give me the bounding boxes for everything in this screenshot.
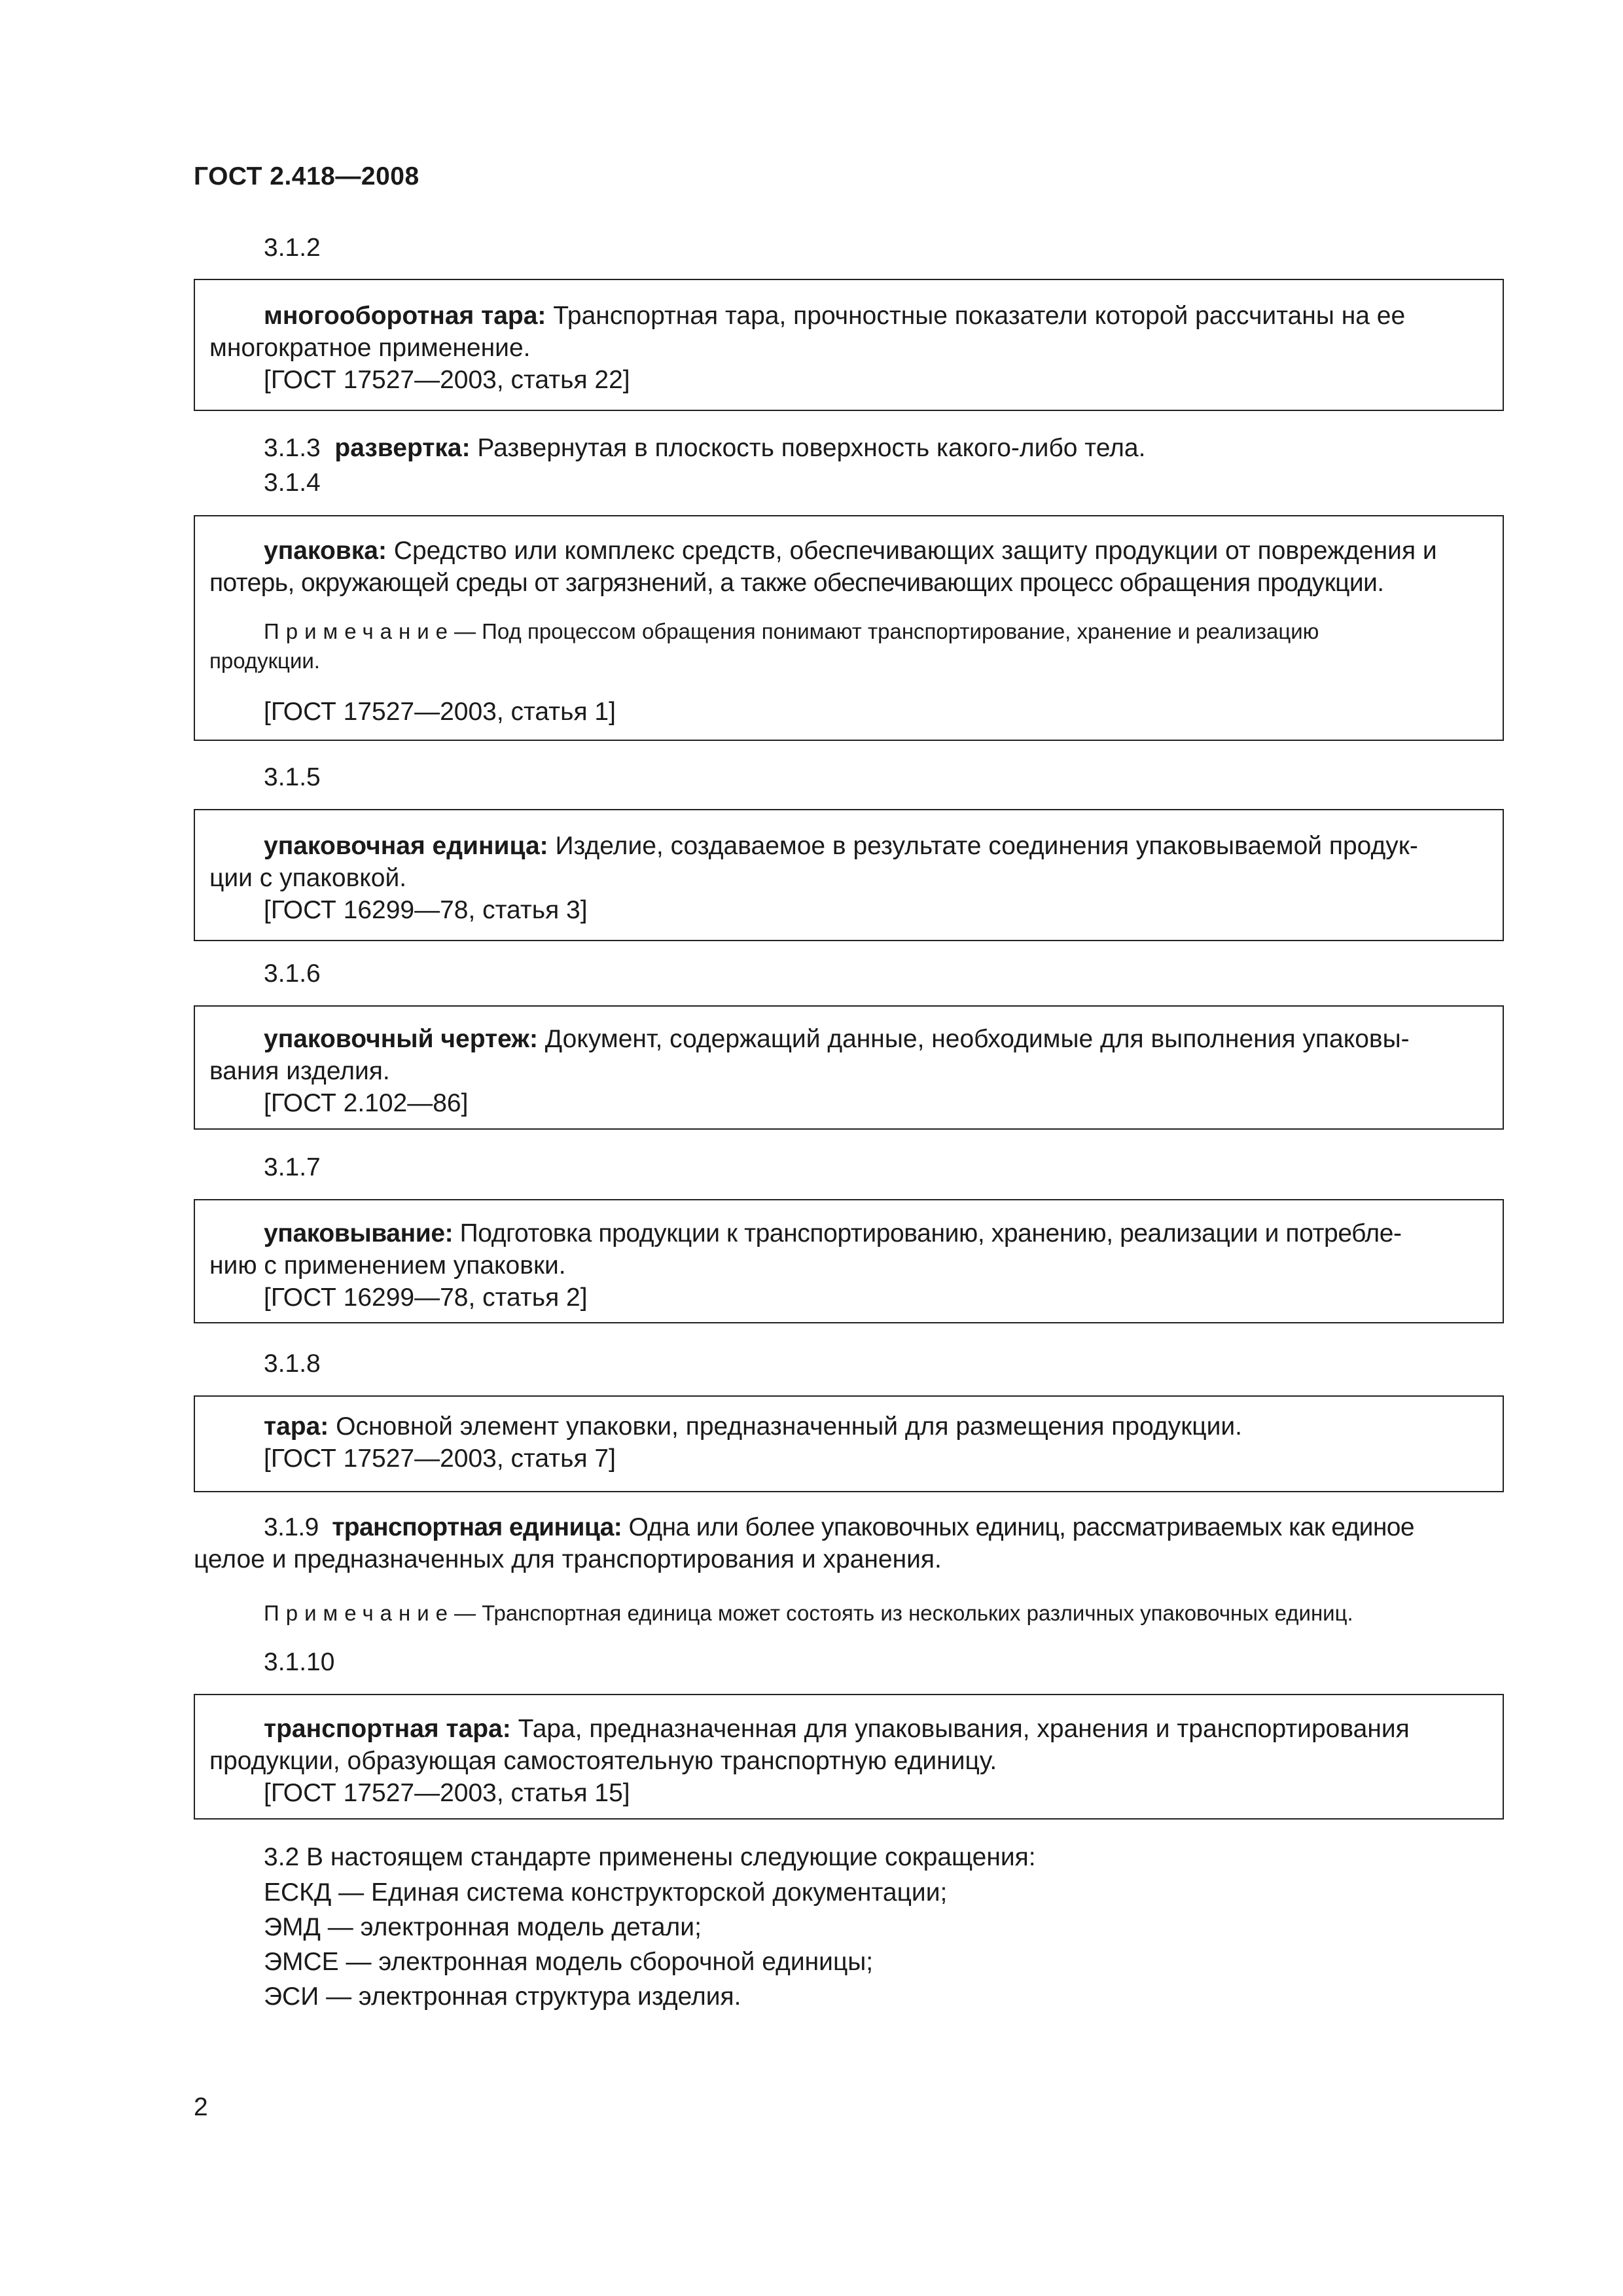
abbreviation-item: ЕСКД — Единая система конструкторской документации; [264,1878,948,1907]
note-label: Примечание [264,619,455,643]
source-reference: [ГОСТ 17527—2003, статья 7] [264,1444,616,1473]
definition-line: нию с применением упаковки. [209,1251,566,1280]
note-line [264,1602,1353,1624]
definition-text: Основной элемент упаковки, предназначенный для размещения продукции. [329,1412,1243,1441]
definition-line [264,1414,1242,1439]
abbreviation-item: ЭМД — электронная модель детали; [264,1913,702,1941]
definition-text: Документ, содержащий данные, необходимые для выполнения упаковы- [537,1025,1410,1053]
definition-text: Транспортная тара, прочностные показатели которой рассчитаны на ее [546,302,1406,330]
term: транспортная тара: [264,1715,511,1743]
definition-line [264,1221,1402,1246]
term: транспортная единица: [332,1513,622,1541]
definition-line [264,1515,1414,1540]
clause-number: 3.1.8 [264,1350,321,1378]
clause-number: 3.1.4 [264,469,321,497]
definition-line [264,303,1405,329]
note-text: — Под процессом обращения понимают транспортирование, хранение и реализацию [454,619,1319,643]
term: развертка: [334,434,471,462]
note-line: продукции. [209,649,320,673]
clause-number: 3.1.7 [264,1153,321,1181]
definition-text: Одна или более упаковочных единиц, рассматриваемых как единое [622,1513,1414,1541]
term: упаковочный чертеж: [264,1025,538,1053]
term: многооборотная тара: [264,302,546,330]
definition-line: вания изделия. [209,1057,390,1085]
abbreviation-item: ЭСИ — электронная структура изделия. [264,1982,741,2011]
standard-header: ГОСТ 2.418—2008 [194,162,419,190]
source-reference: [ГОСТ 17527—2003, статья 22] [264,366,630,394]
clause-number: 3.1.10 [264,1648,335,1676]
term: упаковочная единица: [264,832,548,860]
note-text: — Транспортная единица может состоять из нескольких различных упаковочных единиц. [454,1601,1353,1625]
clause-number: 3.1.5 [264,763,321,791]
source-reference: [ГОСТ 17527—2003, статья 1] [264,698,616,726]
definition-line [264,833,1418,859]
term: упаковка: [264,537,387,565]
definition-text: Изделие, создаваемое в результате соединения упаковываемой продук- [548,832,1418,860]
term: упаковывание: [264,1219,454,1247]
note-label: Примечание [264,1601,455,1625]
definition-box [194,1395,1504,1492]
definition-line: потерь, окружающей среды от загрязнений, а также обеспечивающих процесс обращения продукции. [209,569,1384,597]
abbreviations-intro: 3.2 В настоящем стандарте применены следующие сокращения: [264,1843,1036,1871]
source-reference: [ГОСТ 16299—78, статья 2] [264,1283,588,1312]
term: тара: [264,1412,329,1441]
source-reference: [ГОСТ 16299—78, статья 3] [264,896,588,924]
definition-text: Развернутая в плоскость поверхность какого-либо тела. [470,434,1146,462]
definition-text: Тара, предназначенная для упаковывания, хранения и транспортирования [510,1715,1410,1743]
definition-text: Подготовка продукции к транспортированию, хранению, реализации и потребле- [453,1219,1402,1247]
page-number: 2 [194,2093,208,2121]
clause-number: 3.1.3 [264,434,321,462]
definition-line [264,1026,1410,1052]
source-reference: [ГОСТ 17527—2003, статья 15] [264,1779,630,1807]
definition-line [264,1716,1410,1742]
definition-line: продукции, образующая самостоятельную транспортную единицу. [209,1747,997,1775]
clause-number: 3.1.6 [264,960,321,988]
clause-number: 3.1.2 [264,234,321,262]
note-line [264,620,1319,642]
definition-text: Средство или комплекс средств, обеспечивающих защиту продукции от повреждения и [386,537,1437,565]
source-reference: [ГОСТ 2.102—86] [264,1089,469,1117]
definition-line [264,435,1145,461]
clause-number: 3.1.9 [264,1513,319,1541]
definition-line: ции с упаковкой. [209,864,407,892]
abbreviation-item: ЭМСЕ — электронная модель сборочной единицы; [264,1948,874,1976]
definition-line [264,538,1437,564]
definition-line: многократное применение. [209,334,531,362]
definition-line: целое и предназначенных для транспортирования и хранения. [194,1545,942,1573]
